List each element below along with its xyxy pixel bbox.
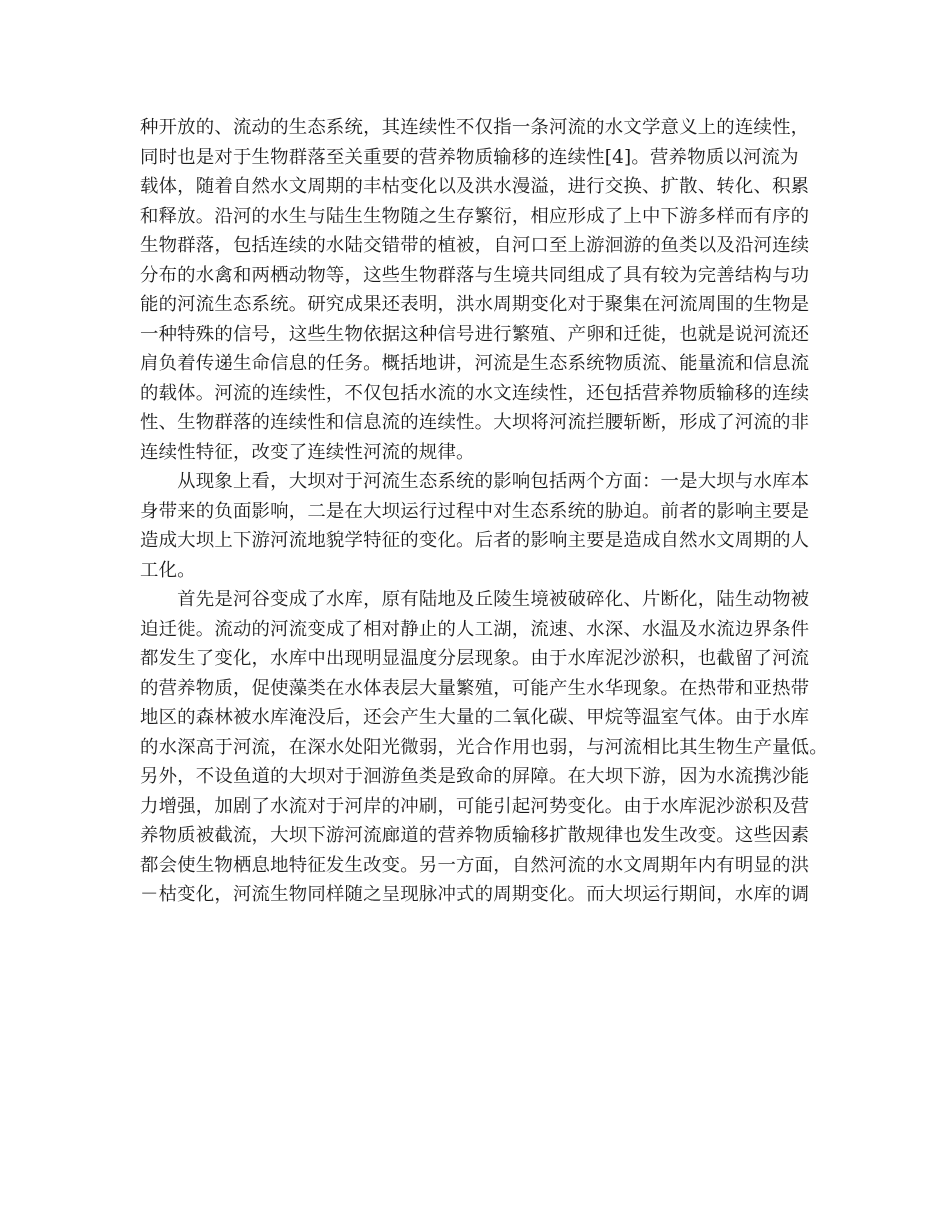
- text-line: 载体，随着自然水文周期的丰枯变化以及洪水漫溢，进行交换、扩散、转化、积累: [140, 176, 810, 197]
- text-line: 都发生了变化，水库中出现明显温度分层现象。由于水库泥沙淤积，也截留了河流: [140, 648, 810, 669]
- text-line: 性、生物群落的连续性和信息流的连续性。大坝将河流拦腰斩断，形成了河流的非: [140, 412, 810, 433]
- paragraph-dam-impact-overview: [140, 467, 810, 585]
- text-line: 养物质被截流，大坝下游河流廊道的营养物质输移扩散规律也发生改变。这些因素: [140, 825, 810, 846]
- body-text: [140, 113, 828, 910]
- text-line: 能的河流生态系统。研究成果还表明，洪水周期变化对于聚集在河流周围的生物是: [140, 294, 810, 315]
- text-line: 同时也是对于生物群落至关重要的营养物质输移的连续性[4]。营养物质以河流为: [140, 146, 799, 168]
- paragraph-river-continuity: [140, 113, 810, 467]
- text-line: 工化。: [140, 559, 196, 581]
- text-line: 身带来的负面影响，二是在大坝运行过程中对生态系统的胁迫。前者的影响主要是: [140, 500, 810, 522]
- text-line: 连续性特征，改变了连续性河流的规律。: [140, 441, 475, 463]
- text-line: 种开放的、流动的生态系统，其连续性不仅指一条河流的水文学意义上的连续性，: [140, 117, 810, 138]
- text-line: 的水深高于河流，在深水处阳光微弱，光合作用也弱，与河流相比其生物生产量低。: [140, 736, 828, 758]
- text-line: 迫迁徙。流动的河流变成了相对静止的人工湖，流速、水深、水温及水流边界条件: [140, 618, 810, 640]
- text-line: 从现象上看，大坝对于河流生态系统的影响包括两个方面：一是大坝与水库本: [140, 471, 810, 492]
- text-line: 地区的森林被水库淹没后，还会产生大量的二氧化碳、甲烷等温室气体。由于水库: [140, 707, 810, 728]
- text-line: 另外，不设鱼道的大坝对于洄游鱼类是致命的屏障。在大坝下游，因为水流携沙能: [140, 766, 810, 787]
- text-line: 都会使生物栖息地特征发生改变。另一方面，自然河流的水文周期年内有明显的洪: [140, 854, 810, 876]
- text-line: 分布的水禽和两栖动物等，这些生物群落与生境共同组成了具有较为完善结构与功: [140, 264, 810, 286]
- text-line: 肩负着传递生命信息的任务。概括地讲，河流是生态系统物质流、能量流和信息流: [140, 353, 810, 374]
- text-line: 的营养物质，促使藻类在水体表层大量繁殖，可能产生水华现象。在热带和亚热带: [140, 677, 810, 699]
- text-line: 力增强，加剧了水流对于河岸的冲刷，可能引起河势变化。由于水库泥沙淤积及营: [140, 795, 810, 817]
- text-line: 生物群落，包括连续的水陆交错带的植被，自河口至上游洄游的鱼类以及沿河连续: [140, 235, 810, 256]
- text-line: －枯变化，河流生物同样随之呈现脉冲式的周期变化。而大坝运行期间，水库的调: [140, 884, 810, 905]
- text-line: 的载体。河流的连续性，不仅包括水流的水文连续性，还包括营养物质输移的连续: [140, 382, 810, 404]
- text-line: 造成大坝上下游河流地貌学特征的变化。后者的影响主要是造成自然水文周期的人: [140, 530, 810, 551]
- text-line: 首先是河谷变成了水库，原有陆地及丘陵生境被破碎化、片断化，陆生动物被: [140, 589, 810, 610]
- paragraph-reservoir-effects: [140, 585, 828, 910]
- text-line: 和释放。沿河的水生与陆生生物随之生存繁衍，相应形成了上中下游多样而有序的: [140, 205, 810, 227]
- text-line: 一种特殊的信号，这些生物依据这种信号进行繁殖、产卵和迁徙，也就是说河流还: [140, 323, 810, 345]
